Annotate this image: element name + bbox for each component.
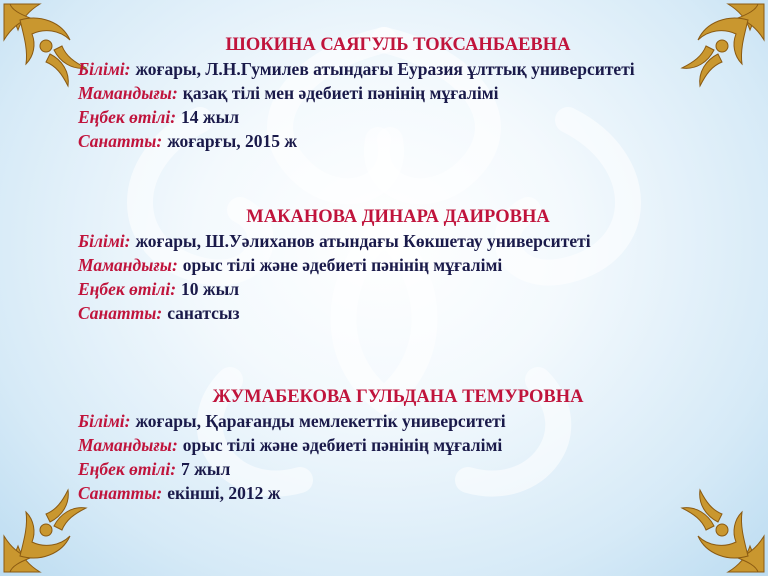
category-value: екінші, 2012 ж: [167, 483, 281, 503]
spacer: [78, 153, 718, 205]
education-value: жоғары, Ш.Уәлиханов атындағы Көкшетау университеті: [135, 231, 591, 251]
category-value: санатсыз: [167, 303, 240, 323]
specialty-label: Мамандығы:: [78, 435, 178, 455]
experience-value: 14 жыл: [181, 107, 240, 127]
teacher-card: [78, 205, 718, 325]
education-label: Білімі:: [78, 411, 131, 431]
experience-value: 10 жыл: [181, 279, 240, 299]
category-row: [78, 481, 718, 505]
experience-label: Еңбек өтілі:: [78, 107, 177, 127]
teacher-list: [78, 33, 718, 505]
experience-row: [78, 277, 718, 301]
spacer: [78, 325, 718, 385]
category-row: [78, 301, 718, 325]
education-row: [78, 57, 718, 81]
category-label: Санатты:: [78, 131, 163, 151]
category-label: Санатты:: [78, 483, 163, 503]
experience-row: [78, 105, 718, 129]
teacher-name: ЖУМАБЕКОВА ГУЛЬДАНА ТЕМУРОВНА: [212, 387, 584, 407]
experience-label: Еңбек өтілі:: [78, 459, 177, 479]
specialty-row: [78, 433, 718, 457]
education-value: жоғары, Л.Н.Гумилев атындағы Еуразия ұлттық университеті: [135, 59, 635, 79]
specialty-label: Мамандығы:: [78, 83, 178, 103]
specialty-label: Мамандығы:: [78, 255, 178, 275]
category-row: [78, 129, 718, 153]
specialty-row: [78, 81, 718, 105]
teacher-name: ШОКИНА САЯГУЛЬ ТОКСАНБАЕВНА: [225, 35, 571, 55]
specialty-value: орыс тілі және әдебиеті пәнінің мұғалімі: [182, 255, 503, 275]
education-row: [78, 229, 718, 253]
experience-label: Еңбек өтілі:: [78, 279, 177, 299]
category-value: жоғарғы, 2015 ж: [167, 131, 298, 151]
education-label: Білімі:: [78, 59, 131, 79]
specialty-value: қазақ тілі мен әдебиеті пәнінің мұғалімі: [182, 83, 499, 103]
teacher-card: [78, 33, 718, 153]
category-label: Санатты:: [78, 303, 163, 323]
education-label: Білімі:: [78, 231, 131, 251]
education-row: [78, 409, 718, 433]
experience-value: 7 жыл: [181, 459, 231, 479]
specialty-row: [78, 253, 718, 277]
experience-row: [78, 457, 718, 481]
education-value: жоғары, Қарағанды мемлекеттік университеті: [135, 411, 506, 431]
teacher-name: МАКАНОВА ДИНАРА ДАИРОВНА: [246, 207, 550, 227]
teacher-card: [78, 385, 718, 505]
specialty-value: орыс тілі және әдебиеті пәнінің мұғалімі: [182, 435, 503, 455]
